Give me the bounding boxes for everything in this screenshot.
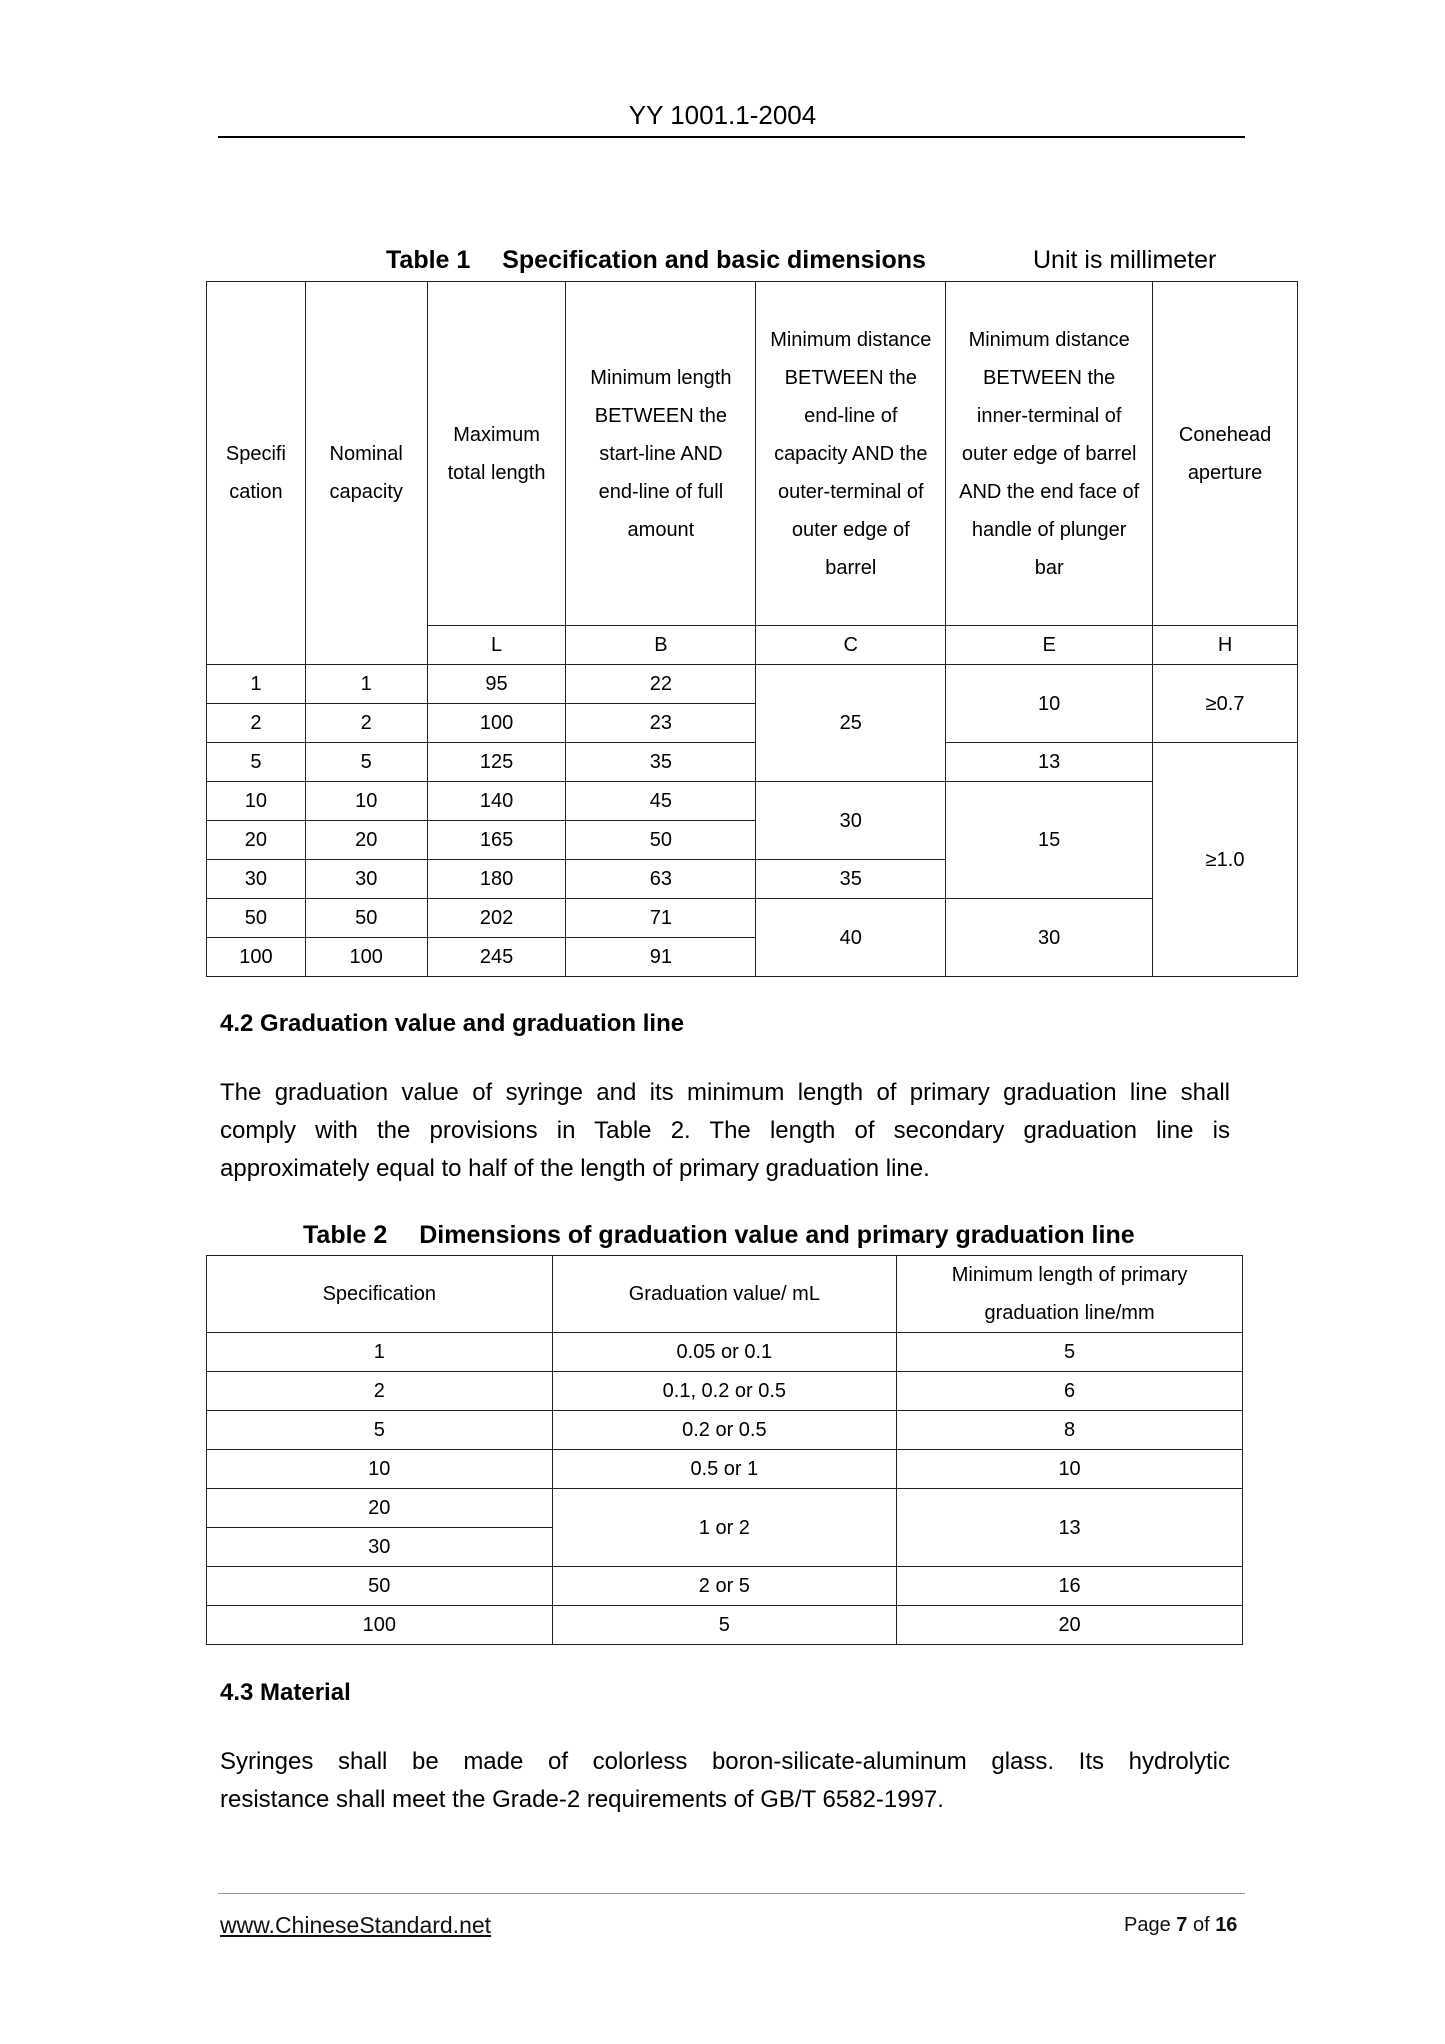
cell-h: ≥1.0: [1153, 743, 1298, 977]
cell-c: 30: [756, 782, 946, 860]
table1-caption: Table 1 Specification and basic dimensions: [386, 246, 926, 274]
table-row: [207, 1411, 1243, 1450]
cell-value: 0.2 or 0.5: [552, 1411, 897, 1450]
cell-b: 22: [566, 665, 756, 704]
header-min-distance-e: Minimum distance BETWEEN the inner-terminal of outer edge of barrel AND the end face of handle of plunger bar: [946, 282, 1153, 626]
cell-c: 35: [756, 860, 946, 899]
table-row: [207, 1567, 1243, 1606]
section-4-3-paragraph: [220, 1743, 1230, 1819]
table-row: [207, 1606, 1243, 1645]
cell-value: 0.5 or 1: [552, 1450, 897, 1489]
cell-spec: 10: [207, 1450, 553, 1489]
cell-spec: 1: [207, 665, 306, 704]
cell-spec: 50: [207, 1567, 553, 1606]
cell-length: 10: [897, 1450, 1243, 1489]
cell-value: 5: [552, 1606, 897, 1645]
cell-value: 2 or 5: [552, 1567, 897, 1606]
cell-l: 125: [427, 743, 566, 782]
cell-l: 202: [427, 899, 566, 938]
page-total: 16: [1215, 1914, 1238, 1936]
cell-capacity: 30: [305, 860, 427, 899]
header-min-distance-c: Minimum distance BETWEEN the end-line of capacity AND the outer-terminal of outer edge of barrel: [756, 282, 946, 626]
cell-c: 25: [756, 665, 946, 782]
cell-spec: 5: [207, 1411, 553, 1450]
cell-spec: 30: [207, 1528, 553, 1567]
cell-spec: 50: [207, 899, 306, 938]
section-4-2-heading: 4.2 Graduation value and graduation line: [220, 1010, 685, 1037]
header-min-length: Minimum length of primary graduation line/mm: [897, 1256, 1243, 1333]
symbol-l: L: [427, 626, 566, 665]
table-row: [207, 1333, 1243, 1372]
cell-value: 1 or 2: [552, 1489, 897, 1567]
symbol-b: B: [566, 626, 756, 665]
cell-h: ≥0.7: [1153, 665, 1298, 743]
cell-e: 15: [946, 782, 1153, 899]
header-max-total-length: Maximum total length: [427, 282, 566, 626]
section-4-3-heading: 4.3 Material: [220, 1679, 351, 1706]
table-row: [207, 1489, 1243, 1528]
cell-l: 95: [427, 665, 566, 704]
cell-capacity: 50: [305, 899, 427, 938]
cell-spec: 10: [207, 782, 306, 821]
cell-l: 140: [427, 782, 566, 821]
table-row: [207, 743, 1298, 782]
header-conehead-aperture: Conehead aperture: [1153, 282, 1298, 626]
cell-l: 165: [427, 821, 566, 860]
paragraph-line: Syringes shall be made of colorless boron-silicate-aluminum glass. Its hydrolytic: [220, 1748, 1230, 1775]
footer-divider: [218, 1893, 1245, 1894]
section-4-2-paragraph: [220, 1074, 1230, 1188]
table-row: [207, 1450, 1243, 1489]
cell-capacity: 100: [305, 938, 427, 977]
symbol-c: C: [756, 626, 946, 665]
cell-length: 16: [897, 1567, 1243, 1606]
cell-c: 40: [756, 899, 946, 977]
cell-spec: 2: [207, 704, 306, 743]
cell-capacity: 2: [305, 704, 427, 743]
cell-value: 0.05 or 0.1: [552, 1333, 897, 1372]
cell-capacity: 20: [305, 821, 427, 860]
table-row: [207, 665, 1298, 704]
cell-spec: 1: [207, 1333, 553, 1372]
table-row: [207, 1372, 1243, 1411]
table-row: [207, 899, 1298, 938]
cell-spec: 100: [207, 938, 306, 977]
header-graduation-value: Graduation value/ mL: [552, 1256, 897, 1333]
paragraph-line: The graduation value of syringe and its minimum length of primary graduation line shall: [220, 1079, 1230, 1106]
cell-e: 13: [946, 743, 1153, 782]
paragraph-line: resistance shall meet the Grade-2 requirements of GB/T 6582-1997.: [220, 1786, 944, 1813]
cell-value: 0.1, 0.2 or 0.5: [552, 1372, 897, 1411]
cell-length: 5: [897, 1333, 1243, 1372]
page-label: Page: [1124, 1914, 1177, 1936]
cell-b: 71: [566, 899, 756, 938]
header-divider: [218, 136, 1245, 138]
cell-spec: 5: [207, 743, 306, 782]
cell-spec: 20: [207, 821, 306, 860]
cell-e: 30: [946, 899, 1153, 977]
cell-b: 63: [566, 860, 756, 899]
cell-capacity: 10: [305, 782, 427, 821]
cell-spec: 100: [207, 1606, 553, 1645]
header-nominal-capacity: Nominal capacity: [305, 282, 427, 665]
footer-website-link[interactable]: www.ChineseStandard.net: [220, 1912, 492, 1938]
cell-length: 13: [897, 1489, 1243, 1567]
cell-b: 91: [566, 938, 756, 977]
cell-l: 245: [427, 938, 566, 977]
page-current: 7: [1176, 1914, 1188, 1936]
cell-length: 8: [897, 1411, 1243, 1450]
cell-b: 23: [566, 704, 756, 743]
paragraph-line: approximately equal to half of the length of primary graduation line.: [220, 1155, 930, 1182]
cell-capacity: 5: [305, 743, 427, 782]
header-specification: Specifi cation: [207, 282, 306, 665]
table1-unit-note: Unit is millimeter: [1033, 246, 1217, 274]
cell-l: 180: [427, 860, 566, 899]
header-min-length-b: Minimum length BETWEEN the start-line AND end-line of full amount: [566, 282, 756, 626]
cell-spec: 2: [207, 1372, 553, 1411]
table2-graduation-dimensions: [206, 1255, 1243, 1645]
page-of-label: of: [1187, 1914, 1216, 1936]
cell-length: 20: [897, 1606, 1243, 1645]
cell-b: 35: [566, 743, 756, 782]
table2-caption: Table 2 Dimensions of graduation value and primary graduation line: [303, 1221, 1135, 1249]
symbol-e: E: [946, 626, 1153, 665]
table-row: [207, 782, 1298, 821]
document-header-title: YY 1001.1-2004: [628, 100, 817, 130]
cell-l: 100: [427, 704, 566, 743]
table1-specification-dimensions: [206, 281, 1298, 977]
cell-e: 10: [946, 665, 1153, 743]
cell-b: 45: [566, 782, 756, 821]
cell-spec: 20: [207, 1489, 553, 1528]
cell-spec: 30: [207, 860, 306, 899]
cell-length: 6: [897, 1372, 1243, 1411]
footer-page-number: [1124, 1914, 1237, 1937]
header-specification: Specification: [207, 1256, 553, 1333]
cell-b: 50: [566, 821, 756, 860]
symbol-h: H: [1153, 626, 1298, 665]
paragraph-line: comply with the provisions in Table 2. The length of secondary graduation line is: [220, 1117, 1230, 1144]
cell-capacity: 1: [305, 665, 427, 704]
